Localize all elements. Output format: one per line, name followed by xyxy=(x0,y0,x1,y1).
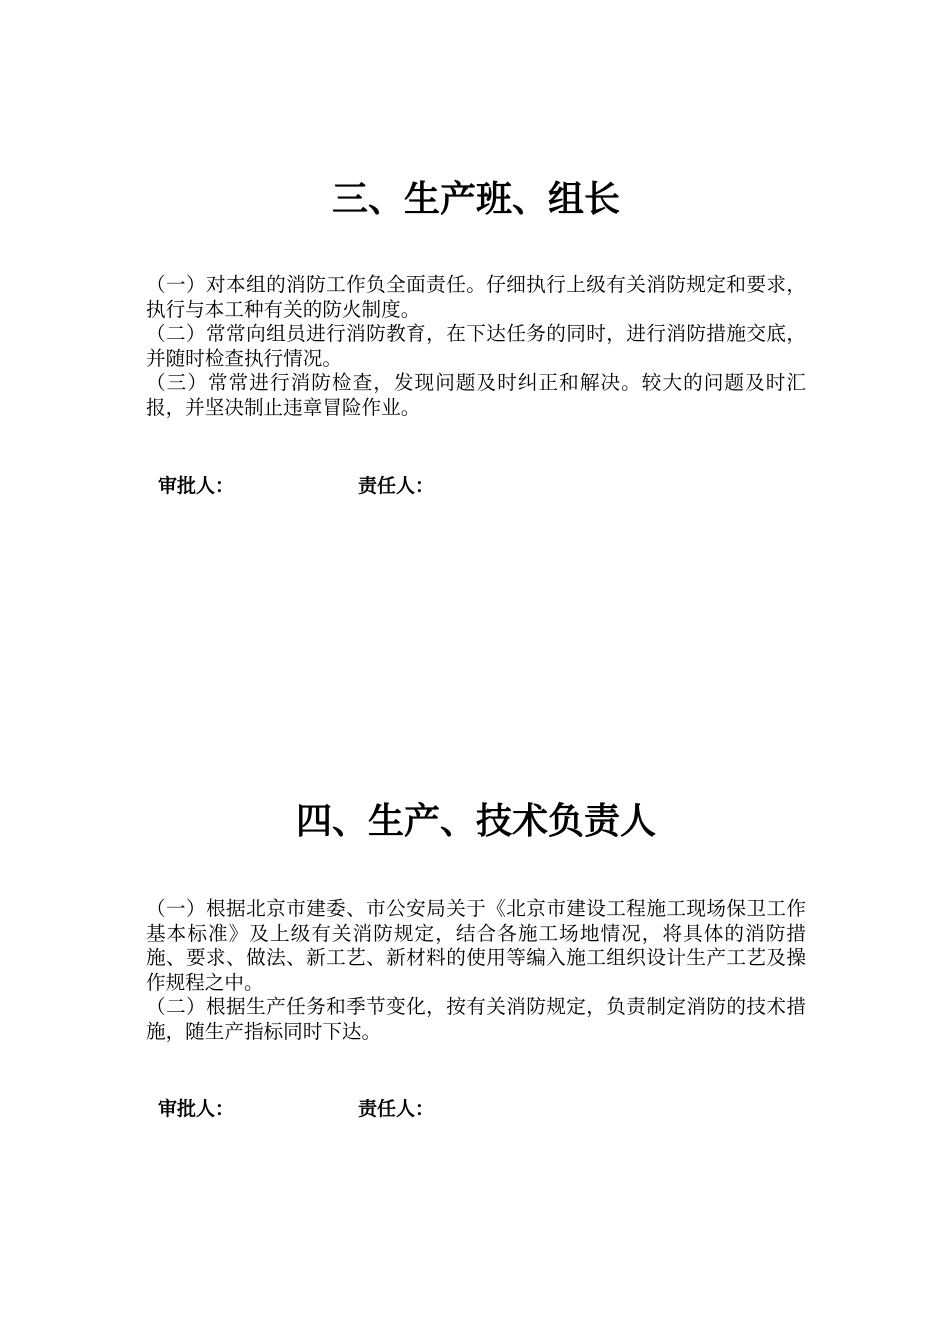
paragraph: （一）根据北京市建委、市公安局关于《北京市建设工程施工现场保卫工作基本标准》及上级有关消防规定，结合各施工场地情况，将具体的消防措施、要求、做法、新工艺、新材料的使用等编入施工组织设计生产工艺及操作规程之中。 xyxy=(146,897,806,994)
paragraph: （二）根据生产任务和季节变化，按有关消防规定，负责制定消防的技术措施，随生产指标同时下达。 xyxy=(146,995,806,1043)
approver-label: 审批人： xyxy=(158,475,235,497)
section-body xyxy=(146,897,806,1044)
section-title: 三、生产班、组长 xyxy=(331,179,620,220)
signature-row xyxy=(158,1096,658,1122)
responsible-label: 责任人： xyxy=(358,475,435,497)
paragraph: （一）对本组的消防工作负全面责任。仔细执行上级有关消防规定和要求，执行与本工种有关的防火制度。 xyxy=(146,273,806,321)
signature-row xyxy=(158,473,658,499)
responsible-label: 责任人： xyxy=(358,1098,435,1120)
section-title: 四、生产、技术负责人 xyxy=(295,801,656,842)
section-body xyxy=(146,273,806,420)
paragraph: （二）常常向组员进行消防教育，在下达任务的同时，进行消防措施交底，并随时检查执行情况。 xyxy=(146,322,806,370)
approver-label: 审批人： xyxy=(158,1098,235,1120)
paragraph: （三）常常进行消防检查，发现问题及时纠正和解决。较大的问题及时汇报，并坚决制止违章冒险作业。 xyxy=(146,371,806,419)
